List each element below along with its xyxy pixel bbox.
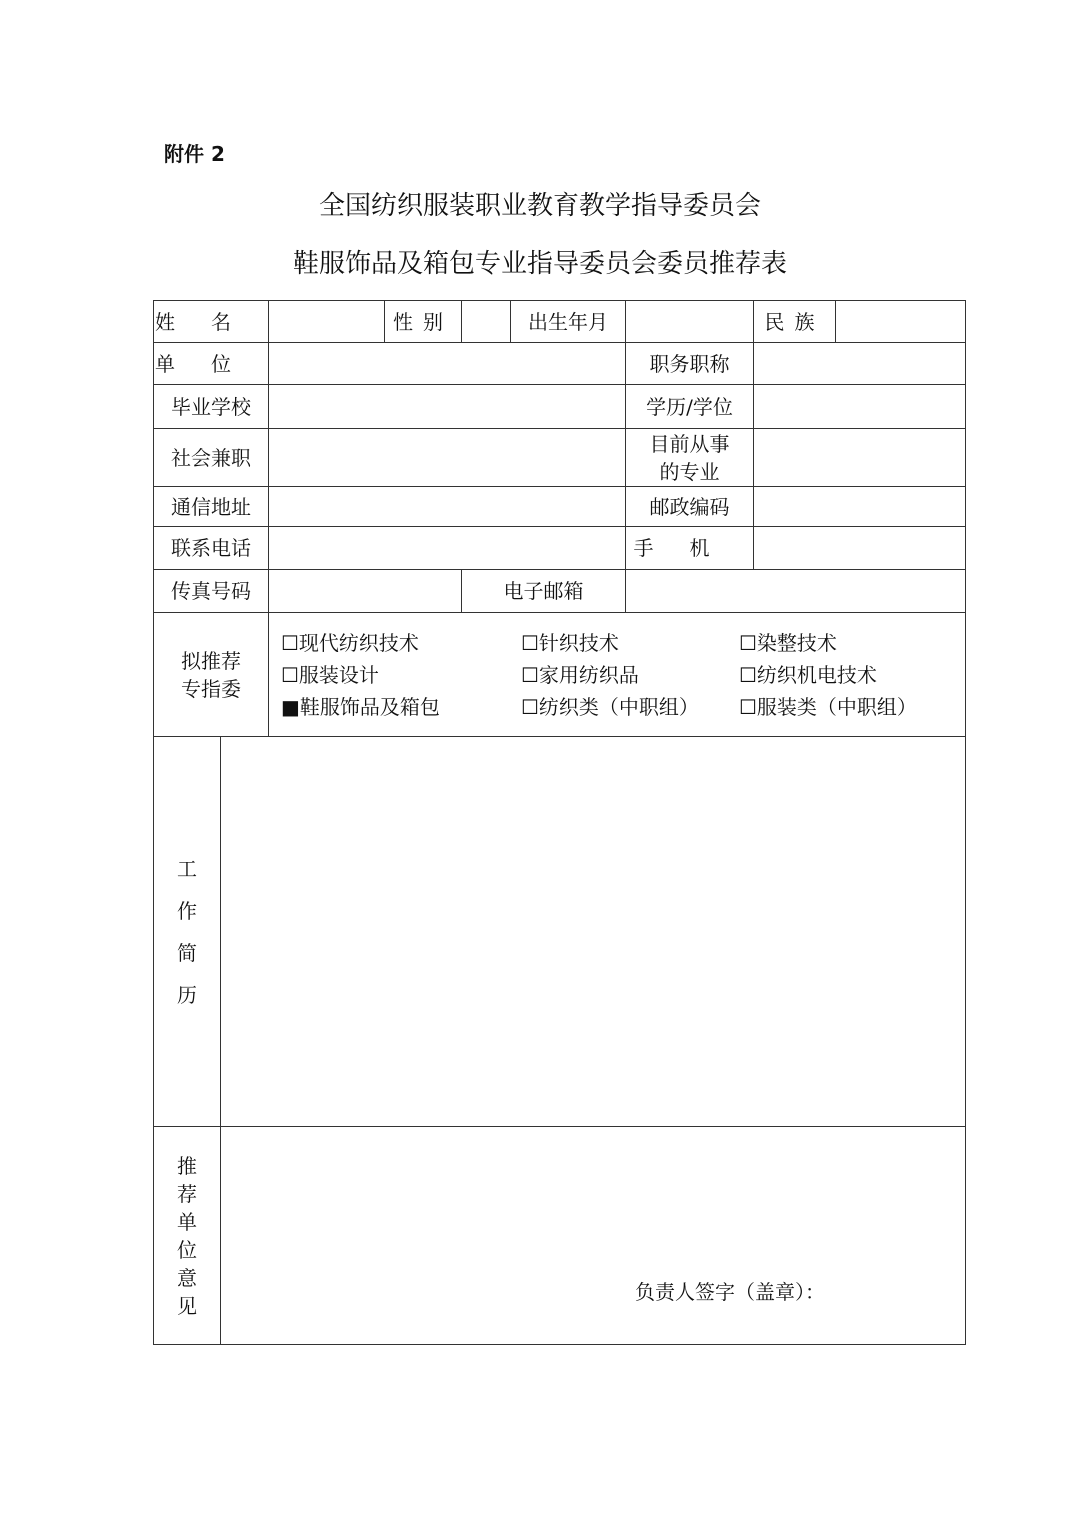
opinion-field[interactable] [221, 1127, 966, 1345]
ethnicity-label: 民族 [754, 301, 836, 343]
job-title-label: 职务职称 [626, 343, 754, 385]
attachment-label: 附件 2 [164, 142, 225, 166]
address-field[interactable] [269, 487, 626, 527]
fax-label: 传真号码 [154, 570, 269, 613]
option-fashion-design[interactable]: ☐服装设计 [281, 662, 379, 687]
recommendation-form [153, 300, 966, 1345]
resume-field[interactable] [221, 737, 966, 1127]
opinion-char: 荐 [177, 1181, 197, 1206]
current-major-label [626, 429, 754, 487]
unit-field[interactable] [269, 343, 626, 385]
gender-field[interactable] [462, 301, 511, 343]
row-phone [154, 527, 966, 570]
row-recommend [154, 613, 966, 737]
row-resume [154, 737, 966, 1127]
job-title-field[interactable] [754, 343, 966, 385]
resume-label [154, 737, 221, 1127]
mobile-field[interactable] [754, 527, 966, 570]
row-fax [154, 570, 966, 613]
ethnicity-field[interactable] [836, 301, 966, 343]
mobile-label: 手机 [626, 527, 754, 570]
social-post-field[interactable] [269, 429, 626, 487]
current-major-line1: 目前从事 [649, 431, 730, 456]
row-address [154, 487, 966, 527]
signature-label: 负责人签字（盖章）： [635, 1280, 825, 1304]
resume-char: 作 [177, 898, 197, 923]
row-school [154, 385, 966, 429]
name-label: 姓名 [154, 301, 269, 343]
current-major-field[interactable] [754, 429, 966, 487]
option-textile-secondary[interactable]: ☐纺织类（中职组） [521, 694, 699, 719]
option-modern-textile[interactable]: ☐现代纺织技术 [281, 630, 419, 655]
gender-label: 性别 [385, 301, 462, 343]
opinion-char: 见 [177, 1293, 197, 1318]
form-title-line2: 鞋服饰品及箱包专业指导委员会委员推荐表 [292, 249, 787, 279]
option-textile-mechatronics[interactable]: ☐纺织机电技术 [739, 662, 877, 687]
birth-field[interactable] [626, 301, 754, 343]
address-label: 通信地址 [154, 487, 269, 527]
resume-char: 历 [177, 982, 197, 1007]
degree-label: 学历/学位 [626, 385, 754, 429]
row-social-post [154, 429, 966, 487]
email-label: 电子邮箱 [462, 570, 626, 613]
unit-label: 单位 [154, 343, 269, 385]
postcode-label: 邮政编码 [626, 487, 754, 527]
postcode-field[interactable] [754, 487, 966, 527]
row-basic-info [154, 301, 966, 343]
degree-field[interactable] [754, 385, 966, 429]
row-opinion [154, 1127, 966, 1345]
resume-char: 简 [177, 940, 197, 965]
option-knitting[interactable]: ☐针织技术 [521, 630, 619, 655]
option-dyeing[interactable]: ☐染整技术 [739, 630, 837, 655]
opinion-label [154, 1127, 221, 1345]
social-post-label: 社会兼职 [154, 429, 269, 487]
recommend-label-line2: 专指委 [181, 676, 241, 701]
phone-field[interactable] [269, 527, 626, 570]
opinion-char: 单 [177, 1209, 197, 1234]
committee-options [269, 613, 966, 737]
option-footwear-accessories[interactable]: ■鞋服饰品及箱包 [281, 694, 440, 719]
school-label: 毕业学校 [154, 385, 269, 429]
name-field[interactable] [269, 301, 385, 343]
phone-label: 联系电话 [154, 527, 269, 570]
row-unit [154, 343, 966, 385]
recommend-label [154, 613, 269, 737]
opinion-char: 位 [177, 1237, 197, 1262]
current-major-line2: 的专业 [659, 459, 720, 484]
school-field[interactable] [269, 385, 626, 429]
opinion-char: 推 [177, 1153, 197, 1178]
email-field[interactable] [626, 570, 966, 613]
opinion-char: 意 [177, 1265, 197, 1290]
option-home-textiles[interactable]: ☐家用纺织品 [521, 662, 639, 687]
fax-field[interactable] [269, 570, 462, 613]
form-title-line1: 全国纺织服装职业教育教学指导委员会 [318, 191, 761, 221]
birth-label: 出生年月 [511, 301, 626, 343]
option-apparel-secondary[interactable]: ☐服装类（中职组） [739, 694, 917, 719]
resume-char: 工 [177, 856, 197, 881]
recommend-label-line1: 拟推荐 [181, 648, 241, 673]
